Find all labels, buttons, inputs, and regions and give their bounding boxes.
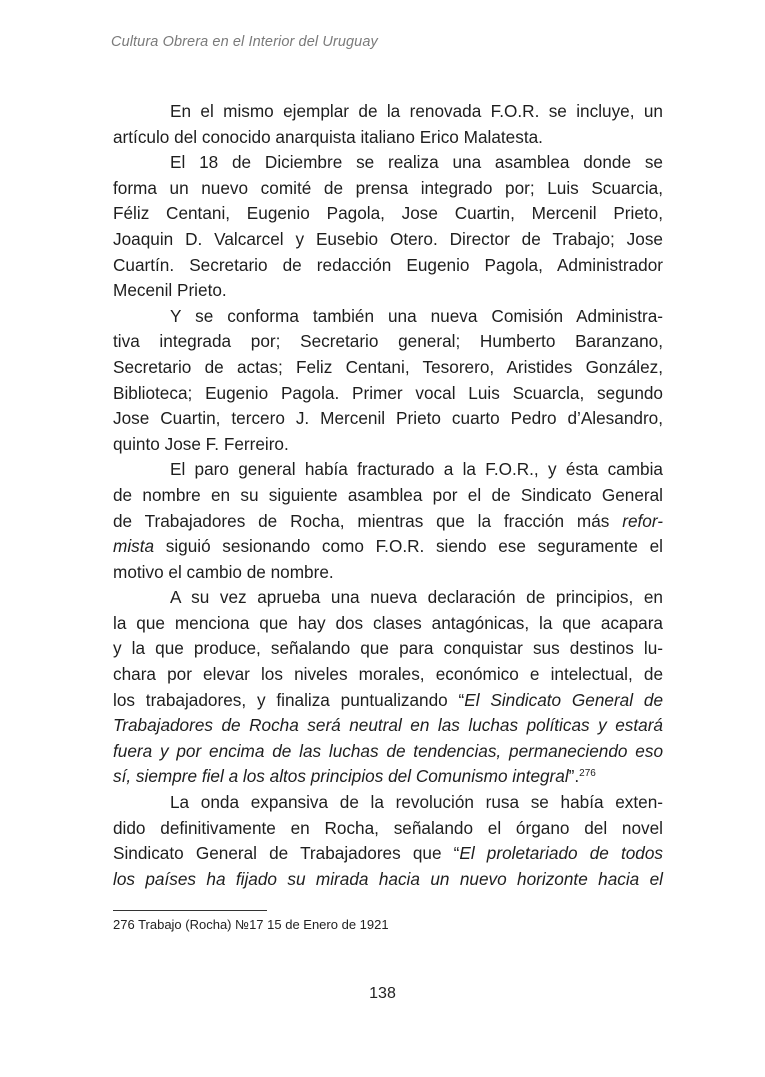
text-run: ”. bbox=[568, 766, 580, 787]
paragraph bbox=[113, 585, 663, 790]
text-line bbox=[113, 534, 663, 560]
text-line bbox=[113, 688, 663, 714]
text-line: tiva integrada por; Secretario general; Humberto Baranzano, bbox=[113, 331, 663, 352]
text-line bbox=[113, 764, 663, 790]
text-line: de nombre en su siguiente asamblea por el de Sindicato General bbox=[113, 484, 663, 505]
text-line: Cuartín. Secretario de redacción Eugenio Pagola, Administrador bbox=[113, 254, 663, 275]
text-line: chara por elevar los niveles morales, económico e intelectual, de bbox=[113, 664, 663, 685]
text-line: Secretario de actas; Feliz Centani, Tesorero, Aristides González, bbox=[113, 356, 663, 377]
text-line: Y se conforma también una nueva Comisión Administra- bbox=[170, 305, 663, 326]
quotation: El proletariado de todos bbox=[459, 843, 663, 864]
body-text bbox=[113, 99, 663, 892]
quotation: El Sindicato General de bbox=[464, 689, 664, 710]
text-line: quinto Jose F. Ferreiro. bbox=[113, 433, 289, 454]
text-line: A su vez aprueba una nueva declaración de principios, en bbox=[170, 587, 663, 608]
running-header: Cultura Obrera en el Interior del Uruguay bbox=[111, 34, 378, 50]
text-line: y la que produce, señalando que para conquistar sus destinos lu- bbox=[113, 638, 663, 659]
quotation-line: Trabajadores de Rocha será neutral en las luchas políticas y estará bbox=[113, 715, 663, 736]
text-run: los trabajadores, y finaliza puntualizando “ bbox=[113, 689, 465, 710]
text-line bbox=[113, 509, 663, 535]
paragraph bbox=[113, 150, 663, 304]
text-line: dido definitivamente en Rocha, señalando el órgano del novel bbox=[113, 817, 663, 838]
text-run: Sindicato General de Trabajadores que “ bbox=[113, 843, 460, 864]
emphasis: mista bbox=[113, 536, 155, 557]
text-line: Féliz Centani, Eugenio Pagola, Jose Cuartin, Mercenil Prieto, bbox=[113, 203, 663, 224]
page-number: 138 bbox=[369, 985, 396, 1002]
text-line: la que menciona que hay dos clases antagónicas, la que acapara bbox=[113, 612, 663, 633]
paragraph bbox=[113, 790, 663, 892]
paragraph bbox=[113, 304, 663, 458]
text-run: de Trabajadores de Rocha, mientras que la fracción más bbox=[113, 510, 623, 531]
text-line: motivo el cambio de nombre. bbox=[113, 561, 334, 582]
footnote: 276 Trabajo (Rocha) №17 15 de Enero de 1921 bbox=[113, 917, 389, 932]
footnote-separator bbox=[113, 910, 267, 911]
paragraph bbox=[113, 99, 663, 150]
footnote-reference[interactable]: 276 bbox=[579, 768, 596, 780]
text-line: Jose Cuartin, tercero J. Mercenil Prieto cuarto Pedro d’Alesandro, bbox=[113, 408, 663, 429]
text-line: Mecenil Prieto. bbox=[113, 280, 227, 301]
emphasis: refor- bbox=[622, 510, 663, 531]
text-line: Joaquin D. Valcarcel y Eusebio Otero. Director de Trabajo; Jose bbox=[113, 228, 663, 249]
text-line bbox=[113, 841, 663, 867]
text-run: siguió sesionando como F.O.R. siendo ese seguramente el bbox=[154, 536, 663, 557]
text-line: artículo del conocido anarquista italiano Erico Malatesta. bbox=[113, 126, 543, 147]
text-line: En el mismo ejemplar de la renovada F.O.R. se incluye, un bbox=[170, 101, 663, 121]
text-line: El 18 de Diciembre se realiza una asamblea donde se bbox=[170, 152, 663, 173]
quotation-line: los países ha fijado su mirada hacia un nuevo horizonte hacia el bbox=[113, 868, 663, 889]
text-line: El paro general había fracturado a la F.O.R., y ésta cambia bbox=[170, 459, 663, 480]
text-line: Biblioteca; Eugenio Pagola. Primer vocal Luis Scuarcla, segundo bbox=[113, 382, 663, 403]
text-line: forma un nuevo comité de prensa integrado por; Luis Scuarcia, bbox=[113, 177, 663, 198]
paragraph bbox=[113, 457, 663, 585]
quotation: sí, siempre fiel a los altos principios del Comunismo integral bbox=[113, 766, 569, 787]
text-line: La onda expansiva de la revolución rusa se había exten- bbox=[170, 792, 663, 813]
quotation-line: fuera y por encima de las luchas de tendencias, permaneciendo eso bbox=[113, 740, 663, 761]
